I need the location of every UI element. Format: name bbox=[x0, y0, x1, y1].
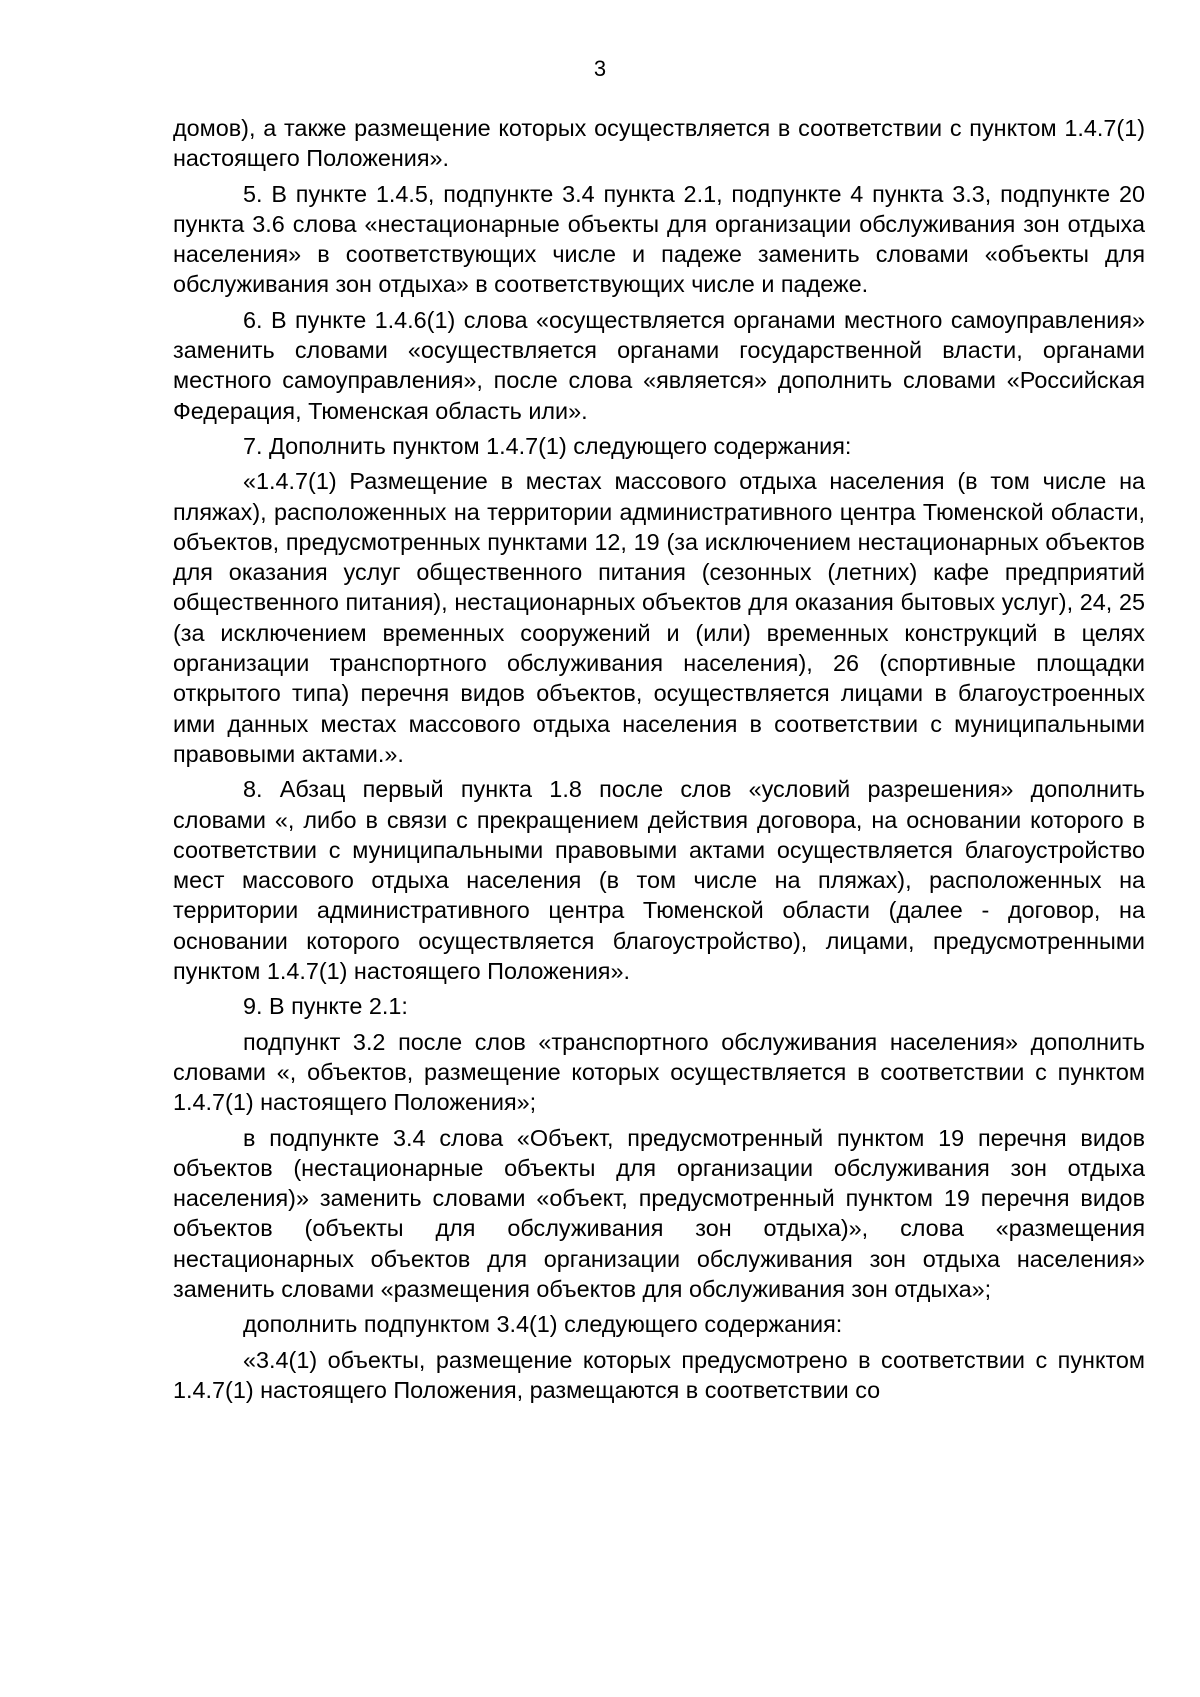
paragraph-item-8: 8. Абзац первый пункта 1.8 после слов «условий разрешения» дополнить словами «, либо в связи с прекращением действия договора, на основании которого в соответствии с муниципальными правовыми актами осуществляется благоустройство мест массового отдыха населения (в том числе на пляжах), расположенных на территории административного центра Тюменской области (далее - договор, на основании которого осуществляется благоустройство), лицами, предусмотренными пунктом 1.4.7(1) настоящего Положения». bbox=[173, 776, 1145, 985]
paragraph-item-9: 9. В пункте 2.1: bbox=[243, 993, 408, 1020]
page-number: 3 bbox=[593, 56, 607, 81]
paragraph-quote-1-4-7-1: «1.4.7(1) Размещение в местах массового отдыха населения (в том числе на пляжах), расположенных на территории административного центра Тюменской области, объектов, предусмотренных пунктами 12, 19 (за исключением нестационарных объектов для оказания услуг общественного питания (сезонных (летних) кафе предприятий общественного питания), нестационарных объектов для оказания бытовых услуг), 24, 25 (за исключением временных сооружений и (или) временных конструкций в целях организации транспортного обслуживания населения), 26 (спортивные площадки открытого типа) перечня видов объектов, осуществляется лицами в благоустроенных ими данных местах массового отдыха населения в соответствии с муниципальными правовыми актами.». bbox=[173, 468, 1145, 767]
document-body bbox=[173, 113, 1145, 1405]
paragraph-quote-3-4-1: «3.4(1) объекты, размещение которых предусмотрено в соответствии с пунктом 1.4.7(1) настоящего Положения, размещаются в соответствии со bbox=[173, 1346, 1145, 1403]
paragraph-item-6: 6. В пункте 1.4.6(1) слова «осуществляется органами местного самоуправления» заменить словами «осуществляется органами государственной власти, органами местного самоуправления», после слова «является» дополнить словами «Российская Федерация, Тюменская область или». bbox=[173, 306, 1145, 424]
paragraph-add-3-4-1: дополнить подпунктом 3.4(1) следующего содержания: bbox=[243, 1311, 843, 1338]
paragraph-subitem-3-4: в подпункте 3.4 слова «Объект, предусмотренный пунктом 19 перечня видов объектов (нестационарные объекты для организации обслуживания зон отдыха населения)» заменить словами «объект, предусмотренный пунктом 19 перечня видов объектов (объекты для обслуживания зон отдыха)», слова «размещения нестационарных объектов для организации обслуживания зон отдыха населения» заменить словами «размещения объектов для обслуживания зон отдыха»; bbox=[173, 1124, 1145, 1302]
paragraph-continuation: домов), а также размещение которых осуществляется в соответствии с пунктом 1.4.7(1) настоящего Положения». bbox=[173, 115, 1145, 172]
paragraph-subitem-3-2: подпункт 3.2 после слов «транспортного обслуживания населения» дополнить словами «, объектов, размещение которых осуществляется в соответствии с пунктом 1.4.7(1) настоящего Положения»; bbox=[173, 1028, 1145, 1116]
paragraph-item-5: 5. В пункте 1.4.5, подпункте 3.4 пункта 2.1, подпункте 4 пункта 3.3, подпункте 20 пункта 3.6 слова «нестационарные объекты для организации обслуживания зон отдыха населения» в соответствующих числе и падеже заменить словами «объекты для обслуживания зон отдыха» в соответствующих числе и падеже. bbox=[173, 180, 1145, 298]
paragraph-item-7: 7. Дополнить пунктом 1.4.7(1) следующего содержания: bbox=[243, 432, 852, 459]
